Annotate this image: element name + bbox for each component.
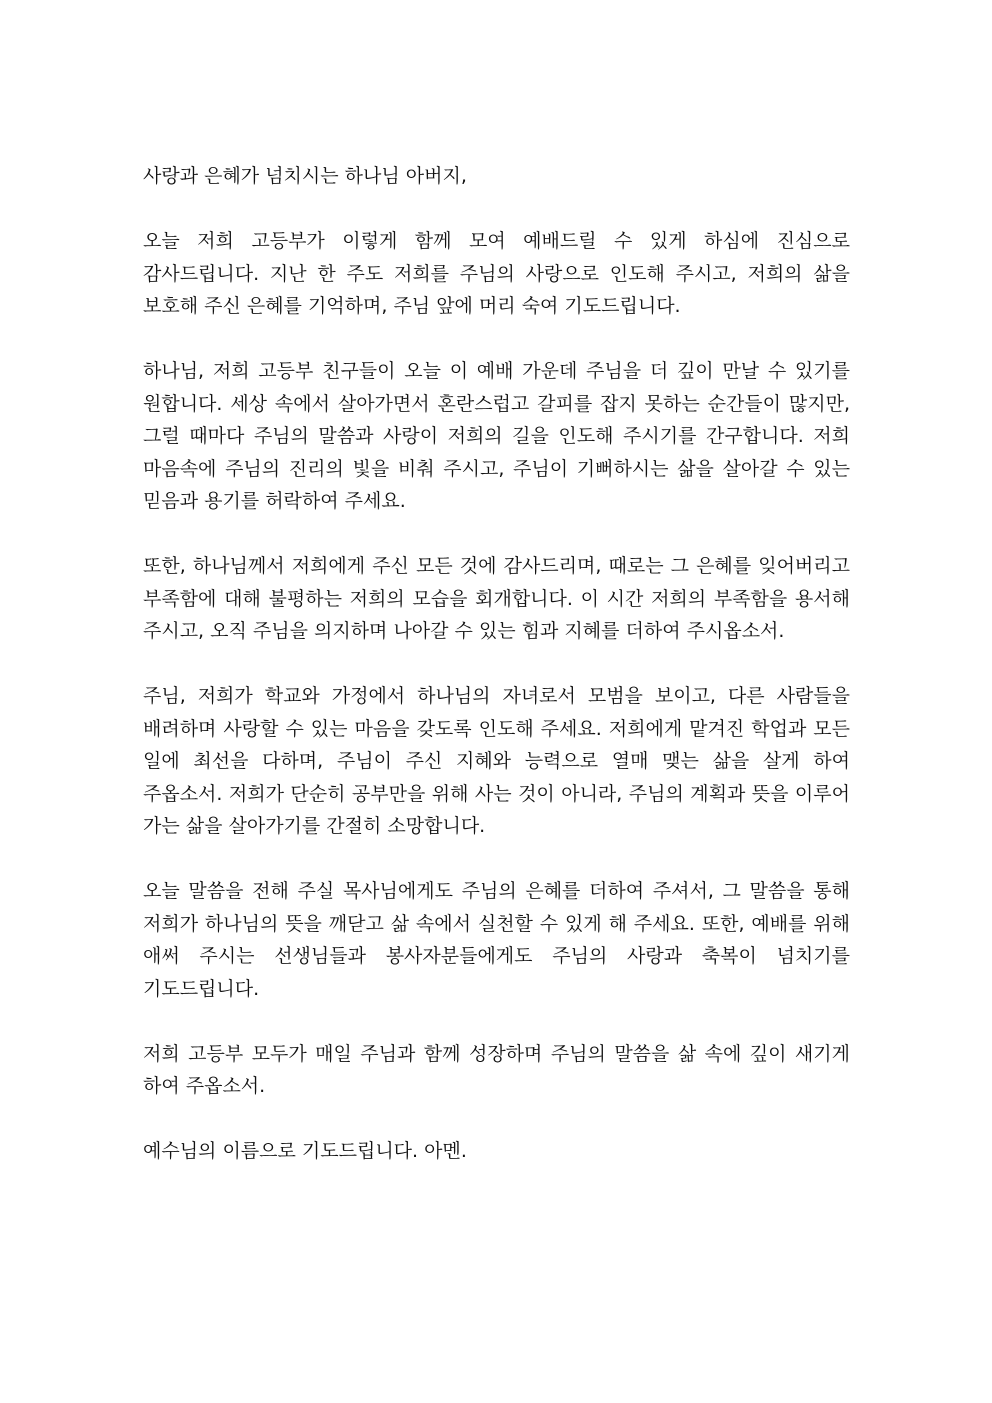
paragraph-pastor-blessing: 오늘 말씀을 전해 주실 목사님에게도 주님의 은혜를 더하여 주셔서, 그 말씀을 통해 저희가 하나님의 뜻을 깨닫고 삶 속에서 실천할 수 있게 해 주세요. 또한, 예배를 위해 애써 주시는 선생님들과 봉사자분들에게도 주님의 사랑과 축복이 넘치기를 기도드립니다. [143, 880, 850, 1000]
paragraph-closing: 예수님의 이름으로 기도드립니다. 아멘. [143, 1140, 467, 1162]
paragraph-salutation: 사랑과 은혜가 넘치시는 하나님 아버지, [143, 165, 467, 187]
paragraph-thanksgiving: 오늘 저희 고등부가 이렇게 함께 모여 예배드릴 수 있게 하심에 진심으로 감사드립니다. 지난 한 주도 저희를 주님의 사랑으로 인도해 주시고, 저희의 삶을 보호해 주신 은혜를 기억하며, 주님 앞에 머리 숙여 기도드립니다. [143, 230, 850, 317]
paragraph-repentance: 또한, 하나님께서 저희에게 주신 모든 것에 감사드리며, 때로는 그 은혜를 잊어버리고 부족함에 대해 불평하는 저희의 모습을 회개합니다. 이 시간 저희의 부족함을 용서해 주시고, 오직 주님을 의지하며 나아갈 수 있는 힘과 지혜를 더하여 주시옵소서. [143, 555, 850, 642]
paragraph-example-life: 주님, 저희가 학교와 가정에서 하나님의 자녀로서 모범을 보이고, 다른 사람들을 배려하며 사랑할 수 있는 마음을 갖도록 인도해 주세요. 저희에게 맡겨진 학업과 모든 일에 최선을 다하며, 주님이 주신 지혜와 능력으로 열매 맺는 삶을 살게 하여 주옵소서. 저희가 단순히 공부만을 위해 사는 것이 아니라, 주님의 계획과 뜻을 이루어 가는 삶을 살아가기를 간절히 소망합니다. [143, 685, 850, 837]
paragraph-growth: 저희 고등부 모두가 매일 주님과 함께 성장하며 주님의 말씀을 삶 속에 깊이 새기게 하여 주옵소서. [143, 1042, 850, 1097]
paragraph-encounter: 하나님, 저희 고등부 친구들이 오늘 이 예배 가운데 주님을 더 깊이 만날 수 있기를 원합니다. 세상 속에서 살아가면서 혼란스럽고 갈피를 잡지 못하는 순간들이 많지만, 그럴 때마다 주님의 말씀과 사랑이 저희의 길을 인도해 주시기를 간구합니다. 저희 마음속에 주님의 진리의 빛을 비춰 주시고, 주님이 기뻐하시는 삶을 살아갈 수 있는 믿음과 용기를 허락하여 주세요. [143, 360, 850, 512]
prayer-text-body [143, 160, 850, 1168]
